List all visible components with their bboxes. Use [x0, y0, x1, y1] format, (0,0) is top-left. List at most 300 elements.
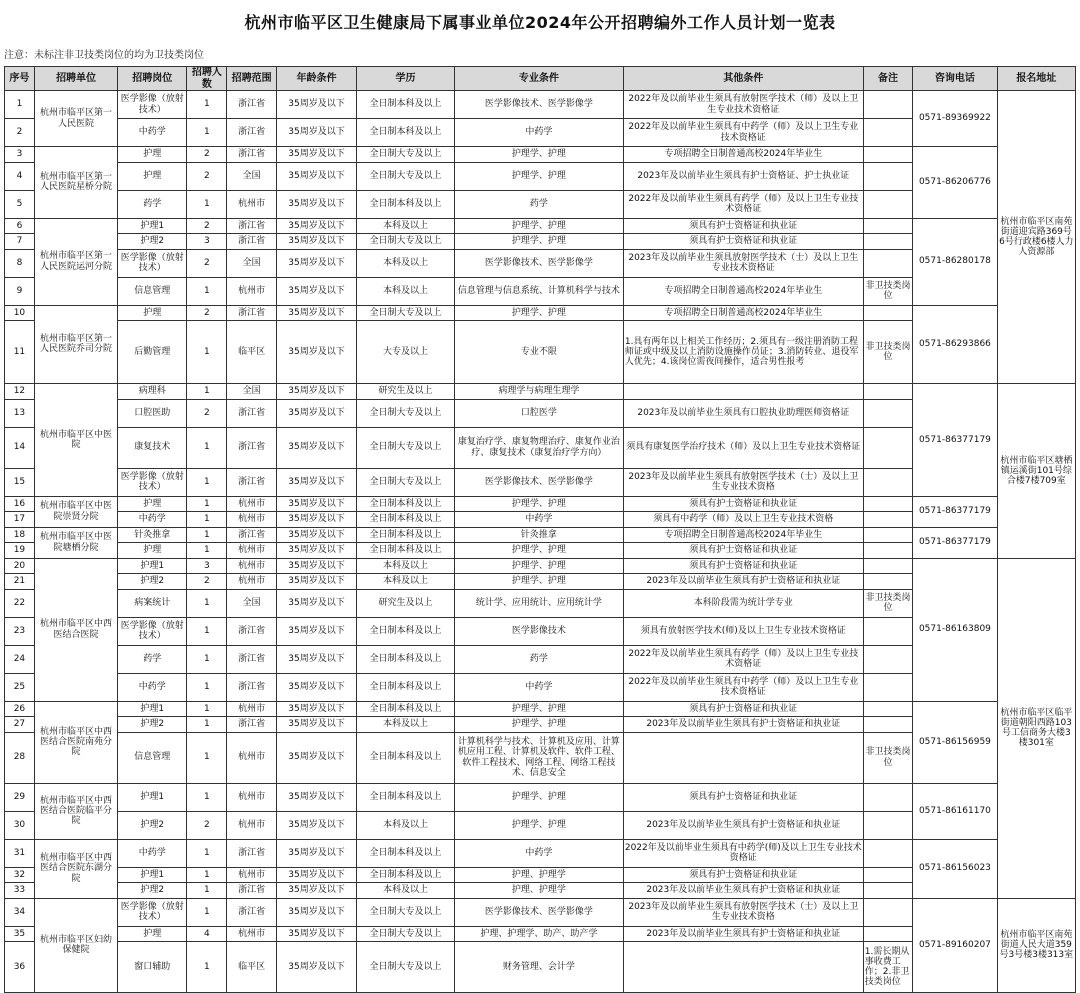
cell-phone: 0571-86156959: [913, 701, 997, 783]
cell-major: 口腔医学: [454, 399, 623, 427]
cell-age: 35周岁及以下: [276, 234, 356, 250]
cell-num: 1: [187, 673, 227, 701]
cell-no: 23: [5, 617, 35, 645]
cell-edu: 本科及以上: [357, 811, 455, 839]
cell-age: 35周岁及以下: [276, 190, 356, 218]
cell-age: 35周岁及以下: [276, 732, 356, 783]
cell-scope: 全国: [227, 249, 276, 277]
cell-major: 护理学、护理: [454, 305, 623, 321]
cell-phone: 0571-86156023: [913, 839, 997, 898]
cell-no: 5: [5, 190, 35, 218]
table-row: [5, 527, 1076, 543]
cell-other: [623, 384, 863, 400]
cell-edu: 全日制大专及以上: [357, 942, 455, 993]
cell-edu: 全日制本科及以上: [357, 867, 455, 883]
cell-unit: 杭州市临平区第一人民医院乔司分院: [34, 305, 117, 384]
cell-other: 须具有护士资格证和执业证: [623, 496, 863, 512]
cell-remark: [863, 574, 912, 590]
cell-num: 1: [187, 468, 227, 496]
cell-edu: 本科及以上: [357, 717, 455, 733]
cell-no: 6: [5, 218, 35, 234]
table-row: [5, 305, 1076, 321]
cell-edu: 研究生及以上: [357, 589, 455, 617]
table-row: [5, 384, 1076, 400]
cell-remark: [863, 512, 912, 528]
cell-age: 35周岁及以下: [276, 543, 356, 559]
cell-remark: [863, 119, 912, 147]
cell-age: 35周岁及以下: [276, 574, 356, 590]
cell-scope: 浙江省: [227, 898, 276, 926]
cell-major: 护理、护理学: [454, 867, 623, 883]
table-row: [5, 147, 1076, 163]
cell-scope: 浙江省: [227, 119, 276, 147]
cell-remark: [863, 147, 912, 163]
document-note: 注意：未标注非卫技类岗位的均为卫技类岗位: [4, 50, 204, 61]
cell-remark: [863, 783, 912, 811]
cell-age: 35周岁及以下: [276, 811, 356, 839]
cell-edu: 本科及以上: [357, 574, 455, 590]
cell-major: 中药学: [454, 839, 623, 867]
table-row: [5, 218, 1076, 234]
cell-scope: 杭州市: [227, 496, 276, 512]
cell-age: 35周岁及以下: [276, 942, 356, 993]
cell-age: 35周岁及以下: [276, 717, 356, 733]
cell-major: 医学影像技术、医学影像学: [454, 91, 623, 119]
cell-major: 药学: [454, 190, 623, 218]
cell-edu: 全日制本科及以上: [357, 732, 455, 783]
cell-scope: 全国: [227, 384, 276, 400]
cell-major: 中药学: [454, 512, 623, 528]
document-title: 杭州市临平区卫生健康局下属事业单位2024年公开招聘编外工作人员计划一览表: [244, 13, 836, 32]
cell-scope: 杭州市: [227, 574, 276, 590]
cell-other: 专项招聘全日制普通高校2024年毕业生: [623, 305, 863, 321]
table-row: [5, 496, 1076, 512]
cell-major: 医学影像技术、医学影像学: [454, 249, 623, 277]
cell-num: 1: [187, 717, 227, 733]
cell-remark: [863, 399, 912, 427]
cell-remark: [863, 867, 912, 883]
recruitment-table: [4, 66, 1076, 993]
cell-other: 2023年及以前毕业生须具有护士资格证和执业证: [623, 883, 863, 899]
cell-remark: [863, 249, 912, 277]
cell-num: 1: [187, 645, 227, 673]
cell-edu: 全日制本科及以上: [357, 839, 455, 867]
cell-remark: 非卫技类岗位: [863, 277, 912, 305]
cell-scope: 杭州市: [227, 558, 276, 574]
cell-age: 35周岁及以下: [276, 589, 356, 617]
cell-num: 1: [187, 427, 227, 468]
cell-edu: 全日制本科及以上: [357, 617, 455, 645]
cell-unit: 杭州市临平区中医院塘栖分院: [34, 527, 117, 558]
cell-major: 病理学与病理生理学: [454, 384, 623, 400]
cell-major: 统计学、应用统计、应用统计学: [454, 589, 623, 617]
cell-post: 护理2: [118, 234, 187, 250]
cell-remark: [863, 558, 912, 574]
cell-edu: 全日制本科及以上: [357, 496, 455, 512]
cell-no: 36: [5, 942, 35, 993]
cell-remark: 非卫技类岗位: [863, 589, 912, 617]
cell-unit: 杭州市临平区第一人民医院: [34, 91, 117, 147]
cell-age: 35周岁及以下: [276, 512, 356, 528]
cell-no: 27: [5, 717, 35, 733]
cell-remark: [863, 617, 912, 645]
header-cell: 专业条件: [454, 67, 623, 91]
table-row: [5, 558, 1076, 574]
cell-remark: [863, 673, 912, 701]
cell-scope: 全国: [227, 162, 276, 190]
cell-no: 33: [5, 883, 35, 899]
cell-no: 12: [5, 384, 35, 400]
cell-remark: [863, 218, 912, 234]
cell-age: 35周岁及以下: [276, 883, 356, 899]
cell-num: 1: [187, 91, 227, 119]
cell-scope: 浙江省: [227, 147, 276, 163]
cell-no: 32: [5, 867, 35, 883]
cell-num: 2: [187, 147, 227, 163]
cell-major: 护理学、护理: [454, 234, 623, 250]
cell-scope: 杭州市: [227, 277, 276, 305]
cell-age: 35周岁及以下: [276, 867, 356, 883]
cell-scope: 浙江省: [227, 399, 276, 427]
cell-other: 须具有护士资格证和执业证: [623, 218, 863, 234]
cell-num: 1: [187, 543, 227, 559]
cell-num: 1: [187, 883, 227, 899]
cell-remark: [863, 496, 912, 512]
cell-remark: [863, 162, 912, 190]
cell-age: 35周岁及以下: [276, 399, 356, 427]
cell-edu: 全日制大专及以上: [357, 162, 455, 190]
cell-other: 须具有护士资格证和执业证: [623, 543, 863, 559]
cell-phone: 0571-89160207: [913, 898, 997, 993]
cell-other: 2023年及以前毕业生须具有护士资格证和执业证: [623, 926, 863, 942]
cell-edu: 本科及以上: [357, 883, 455, 899]
cell-edu: 全日制大专及以上: [357, 898, 455, 926]
cell-remark: [863, 883, 912, 899]
cell-no: 19: [5, 543, 35, 559]
cell-no: 35: [5, 926, 35, 942]
table-row: [5, 839, 1076, 867]
cell-num: 1: [187, 496, 227, 512]
cell-edu: 本科及以上: [357, 558, 455, 574]
cell-scope: 杭州市: [227, 512, 276, 528]
cell-phone: 0571-86280178: [913, 218, 997, 305]
cell-other: 须具有护士资格证和执业证: [623, 867, 863, 883]
cell-no: 24: [5, 645, 35, 673]
cell-scope: 浙江省: [227, 717, 276, 733]
cell-age: 35周岁及以下: [276, 91, 356, 119]
cell-age: 35周岁及以下: [276, 898, 356, 926]
cell-major: 护理学、护理: [454, 147, 623, 163]
cell-other: 须具有护士资格证和执业证: [623, 783, 863, 811]
cell-no: 1: [5, 91, 35, 119]
cell-age: 35周岁及以下: [276, 305, 356, 321]
cell-other: 2023年及以前毕业生须具有护士资格证和执业证: [623, 574, 863, 590]
cell-no: 29: [5, 783, 35, 811]
cell-post: 护理2: [118, 717, 187, 733]
cell-num: 1: [187, 321, 227, 384]
cell-phone: 0571-86206776: [913, 147, 997, 219]
cell-post: 护理: [118, 496, 187, 512]
cell-major: 护理学、护理: [454, 811, 623, 839]
cell-edu: 全日制本科及以上: [357, 512, 455, 528]
cell-edu: 本科及以上: [357, 218, 455, 234]
table-row: [5, 783, 1076, 811]
cell-edu: 大专及以上: [357, 321, 455, 384]
cell-other: 须具有护士资格证和执业证: [623, 558, 863, 574]
cell-no: 11: [5, 321, 35, 384]
cell-phone: 0571-89369922: [913, 91, 997, 147]
cell-remark: [863, 543, 912, 559]
cell-age: 35周岁及以下: [276, 384, 356, 400]
cell-major: 医学影像技术、医学影像学: [454, 898, 623, 926]
cell-no: 13: [5, 399, 35, 427]
cell-scope: 浙江省: [227, 427, 276, 468]
cell-no: 20: [5, 558, 35, 574]
cell-post: 护理1: [118, 701, 187, 717]
cell-other: 须具有护士资格证和执业证: [623, 234, 863, 250]
cell-major: 护理学、护理: [454, 783, 623, 811]
cell-num: 2: [187, 811, 227, 839]
cell-major: 财务管理、会计学: [454, 942, 623, 993]
cell-edu: 全日制本科及以上: [357, 701, 455, 717]
cell-scope: 浙江省: [227, 839, 276, 867]
cell-no: 25: [5, 673, 35, 701]
cell-age: 35周岁及以下: [276, 496, 356, 512]
cell-post: 护理2: [118, 883, 187, 899]
cell-phone: 0571-86161170: [913, 783, 997, 839]
cell-num: 1: [187, 277, 227, 305]
cell-num: 1: [187, 783, 227, 811]
cell-unit: 杭州市临平区中西医结合医院临平分院: [34, 783, 117, 839]
cell-scope: 杭州市: [227, 783, 276, 811]
cell-phone: 0571-86163809: [913, 558, 997, 701]
cell-scope: 浙江省: [227, 91, 276, 119]
cell-major: 护理学、护理: [454, 701, 623, 717]
cell-num: 1: [187, 617, 227, 645]
cell-unit: 杭州市临平区第一人民医院运河分院: [34, 218, 117, 305]
header-cell: 报名地址: [997, 67, 1075, 91]
cell-other: 专项招聘全日制普通高校2024年毕业生: [623, 527, 863, 543]
cell-num: 3: [187, 558, 227, 574]
cell-phone: 0571-86377179: [913, 384, 997, 497]
cell-major: 中药学: [454, 119, 623, 147]
cell-other: 2022年及以前毕业生须具有药学（师）及以上卫生专业技术资格证: [623, 190, 863, 218]
cell-scope: 浙江省: [227, 617, 276, 645]
cell-num: 1: [187, 527, 227, 543]
cell-remark: [863, 926, 912, 942]
cell-remark: 非卫技类岗位: [863, 732, 912, 783]
cell-no: 9: [5, 277, 35, 305]
cell-other: 2023年及以前毕业生须具有放射医学技术（士）及以上卫生专业技术资格: [623, 468, 863, 496]
cell-num: 2: [187, 574, 227, 590]
cell-major: 护理学、护理: [454, 496, 623, 512]
cell-post: 护理: [118, 162, 187, 190]
cell-post: 中药学: [118, 673, 187, 701]
cell-num: 1: [187, 701, 227, 717]
cell-other: 2022年及以前毕业生须具有药学（师）及以上卫生专业技术资格证: [623, 645, 863, 673]
cell-num: 2: [187, 162, 227, 190]
cell-edu: 全日制本科及以上: [357, 527, 455, 543]
cell-num: 1: [187, 119, 227, 147]
cell-no: 14: [5, 427, 35, 468]
cell-post: 医学影像（放射技术）: [118, 468, 187, 496]
cell-remark: [863, 91, 912, 119]
cell-major: 护理学、护理: [454, 162, 623, 190]
cell-post: 护理1: [118, 218, 187, 234]
cell-address: 杭州市临平区南苑街道迎宾路369号6号行政楼6楼人力人资源部: [997, 91, 1075, 384]
cell-no: 7: [5, 234, 35, 250]
header-cell: 招聘单位: [34, 67, 117, 91]
cell-post: 病案统计: [118, 589, 187, 617]
cell-post: 信息管理: [118, 732, 187, 783]
header-cell: 其他条件: [623, 67, 863, 91]
cell-age: 35周岁及以下: [276, 645, 356, 673]
cell-num: 1: [187, 512, 227, 528]
cell-remark: [863, 527, 912, 543]
cell-edu: 全日制大专及以上: [357, 399, 455, 427]
cell-post: 护理: [118, 147, 187, 163]
cell-post: 护理2: [118, 811, 187, 839]
cell-edu: 全日制本科及以上: [357, 91, 455, 119]
cell-no: 3: [5, 147, 35, 163]
cell-other: 2023年及以前毕业生须具有护士资格证、护士执业证: [623, 162, 863, 190]
cell-num: 1: [187, 867, 227, 883]
cell-major: 护理学、护理: [454, 574, 623, 590]
cell-remark: 1.需长期从事收费工作；2.非卫技类岗位: [863, 942, 912, 993]
cell-age: 35周岁及以下: [276, 527, 356, 543]
cell-age: 35周岁及以下: [276, 468, 356, 496]
cell-major: 医学影像技术: [454, 617, 623, 645]
cell-num: 1: [187, 942, 227, 993]
cell-unit: 杭州市临平区妇幼保健院: [34, 898, 117, 993]
cell-other: 须具有放射医学技术(师)及以上卫生专业技术资格证: [623, 617, 863, 645]
cell-remark: [863, 717, 912, 733]
cell-edu: 全日制本科及以上: [357, 190, 455, 218]
cell-major: 专业不限: [454, 321, 623, 384]
cell-other: 2023年及以前毕业生须具有口腔执业助理医师资格证: [623, 399, 863, 427]
cell-major: 医学影像技术、医学影像学: [454, 468, 623, 496]
cell-remark: [863, 645, 912, 673]
cell-num: 2: [187, 218, 227, 234]
cell-scope: 浙江省: [227, 218, 276, 234]
cell-other: 2023年及以前毕业生须具有护士资格证和执业证: [623, 717, 863, 733]
cell-other: 专项招聘全日制普通高校2024年毕业生: [623, 147, 863, 163]
cell-post: 病理科: [118, 384, 187, 400]
table-row: [5, 898, 1076, 926]
cell-no: 21: [5, 574, 35, 590]
cell-other: 2022年及以前毕业生须具有中药学（师）及以上卫生专业技术资格证: [623, 673, 863, 701]
cell-other: 专项招聘全日制普通高校2024年毕业生: [623, 277, 863, 305]
cell-major: 护理、护理学、助产、助产学: [454, 926, 623, 942]
cell-num: 4: [187, 926, 227, 942]
cell-no: 18: [5, 527, 35, 543]
cell-edu: 全日制本科及以上: [357, 673, 455, 701]
cell-post: 护理1: [118, 867, 187, 883]
cell-post: 医学影像（放射技术）: [118, 617, 187, 645]
cell-no: 10: [5, 305, 35, 321]
header-cell: 招聘岗位: [118, 67, 187, 91]
cell-scope: 杭州市: [227, 190, 276, 218]
cell-phone: 0571-86293866: [913, 305, 997, 384]
cell-post: 窗口辅助: [118, 942, 187, 993]
cell-edu: 本科及以上: [357, 277, 455, 305]
cell-post: 护理1: [118, 783, 187, 811]
cell-age: 35周岁及以下: [276, 321, 356, 384]
cell-unit: 杭州市临平区第一人民医院星桥分院: [34, 147, 117, 219]
cell-no: 22: [5, 589, 35, 617]
cell-edu: 全日制大专及以上: [357, 305, 455, 321]
table-body: [5, 91, 1076, 993]
cell-scope: 浙江省: [227, 673, 276, 701]
cell-remark: [863, 190, 912, 218]
cell-no: 16: [5, 496, 35, 512]
cell-post: 后勤管理: [118, 321, 187, 384]
cell-major: 药学: [454, 645, 623, 673]
cell-post: 护理1: [118, 558, 187, 574]
cell-post: 医学影像（放射技术）: [118, 898, 187, 926]
cell-post: 护理2: [118, 574, 187, 590]
cell-other: 2023年及以前毕业生须具有放射医学技术（士）及以上卫生专业技术资格: [623, 898, 863, 926]
cell-no: 28: [5, 732, 35, 783]
header-cell: 学历: [357, 67, 455, 91]
cell-post: 信息管理: [118, 277, 187, 305]
cell-edu: 全日制大专及以上: [357, 427, 455, 468]
cell-num: 1: [187, 190, 227, 218]
cell-other: 2022年及以前毕业生须具有中药学（师）及以上卫生专业技术资格证: [623, 119, 863, 147]
cell-edu: 全日制大专及以上: [357, 234, 455, 250]
cell-other: 须具有护士资格证和执业证: [623, 701, 863, 717]
cell-scope: 全国: [227, 589, 276, 617]
cell-other: 须具有康复医学治疗技术（师）及以上卫生专业技术资格证: [623, 427, 863, 468]
cell-num: 1: [187, 384, 227, 400]
cell-address: 杭州市临平区塘栖镇运溪街101号综合楼7楼709室: [997, 384, 1075, 559]
cell-remark: [863, 839, 912, 867]
cell-age: 35周岁及以下: [276, 701, 356, 717]
cell-age: 35周岁及以下: [276, 617, 356, 645]
cell-scope: 浙江省: [227, 645, 276, 673]
cell-scope: 杭州市: [227, 543, 276, 559]
cell-other: 2022年及以前毕业生须具有中药学(师)及以上卫生专业技术资格证: [623, 839, 863, 867]
cell-num: 2: [187, 249, 227, 277]
cell-num: 1: [187, 589, 227, 617]
cell-no: 26: [5, 701, 35, 717]
cell-age: 35周岁及以下: [276, 249, 356, 277]
cell-major: 护理学、护理: [454, 218, 623, 234]
cell-remark: [863, 427, 912, 468]
cell-scope: 浙江省: [227, 305, 276, 321]
cell-phone: 0571-86377179: [913, 496, 997, 527]
table-row: [5, 701, 1076, 717]
cell-other: 本科阶段需为统计学专业: [623, 589, 863, 617]
cell-remark: [863, 898, 912, 926]
cell-post: 药学: [118, 190, 187, 218]
cell-other: 2023年及以前毕业生须具放射医学技术（士）及以上卫生专业技术资格证: [623, 249, 863, 277]
cell-remark: 非卫技类岗位: [863, 321, 912, 384]
cell-post: 护理: [118, 926, 187, 942]
cell-unit: 杭州市临平区中西医结合医院东湖分院: [34, 839, 117, 898]
cell-scope: 临平区: [227, 942, 276, 993]
cell-remark: [863, 305, 912, 321]
cell-other: 1.具有两年以上相关工作经历；2.须具有一级注册消防工程师证或中级及以上消防设施操作员证；3.消防转业、退役军人优先；4.该岗位需夜间操作，适合男性报考: [623, 321, 863, 384]
cell-edu: 全日制本科及以上: [357, 119, 455, 147]
cell-post: 针灸推拿: [118, 527, 187, 543]
cell-post: 中药学: [118, 119, 187, 147]
cell-other: [623, 942, 863, 993]
cell-major: 针灸推拿: [454, 527, 623, 543]
table-header-row: [5, 67, 1076, 91]
cell-remark: [863, 384, 912, 400]
cell-major: 护理、护理学: [454, 883, 623, 899]
